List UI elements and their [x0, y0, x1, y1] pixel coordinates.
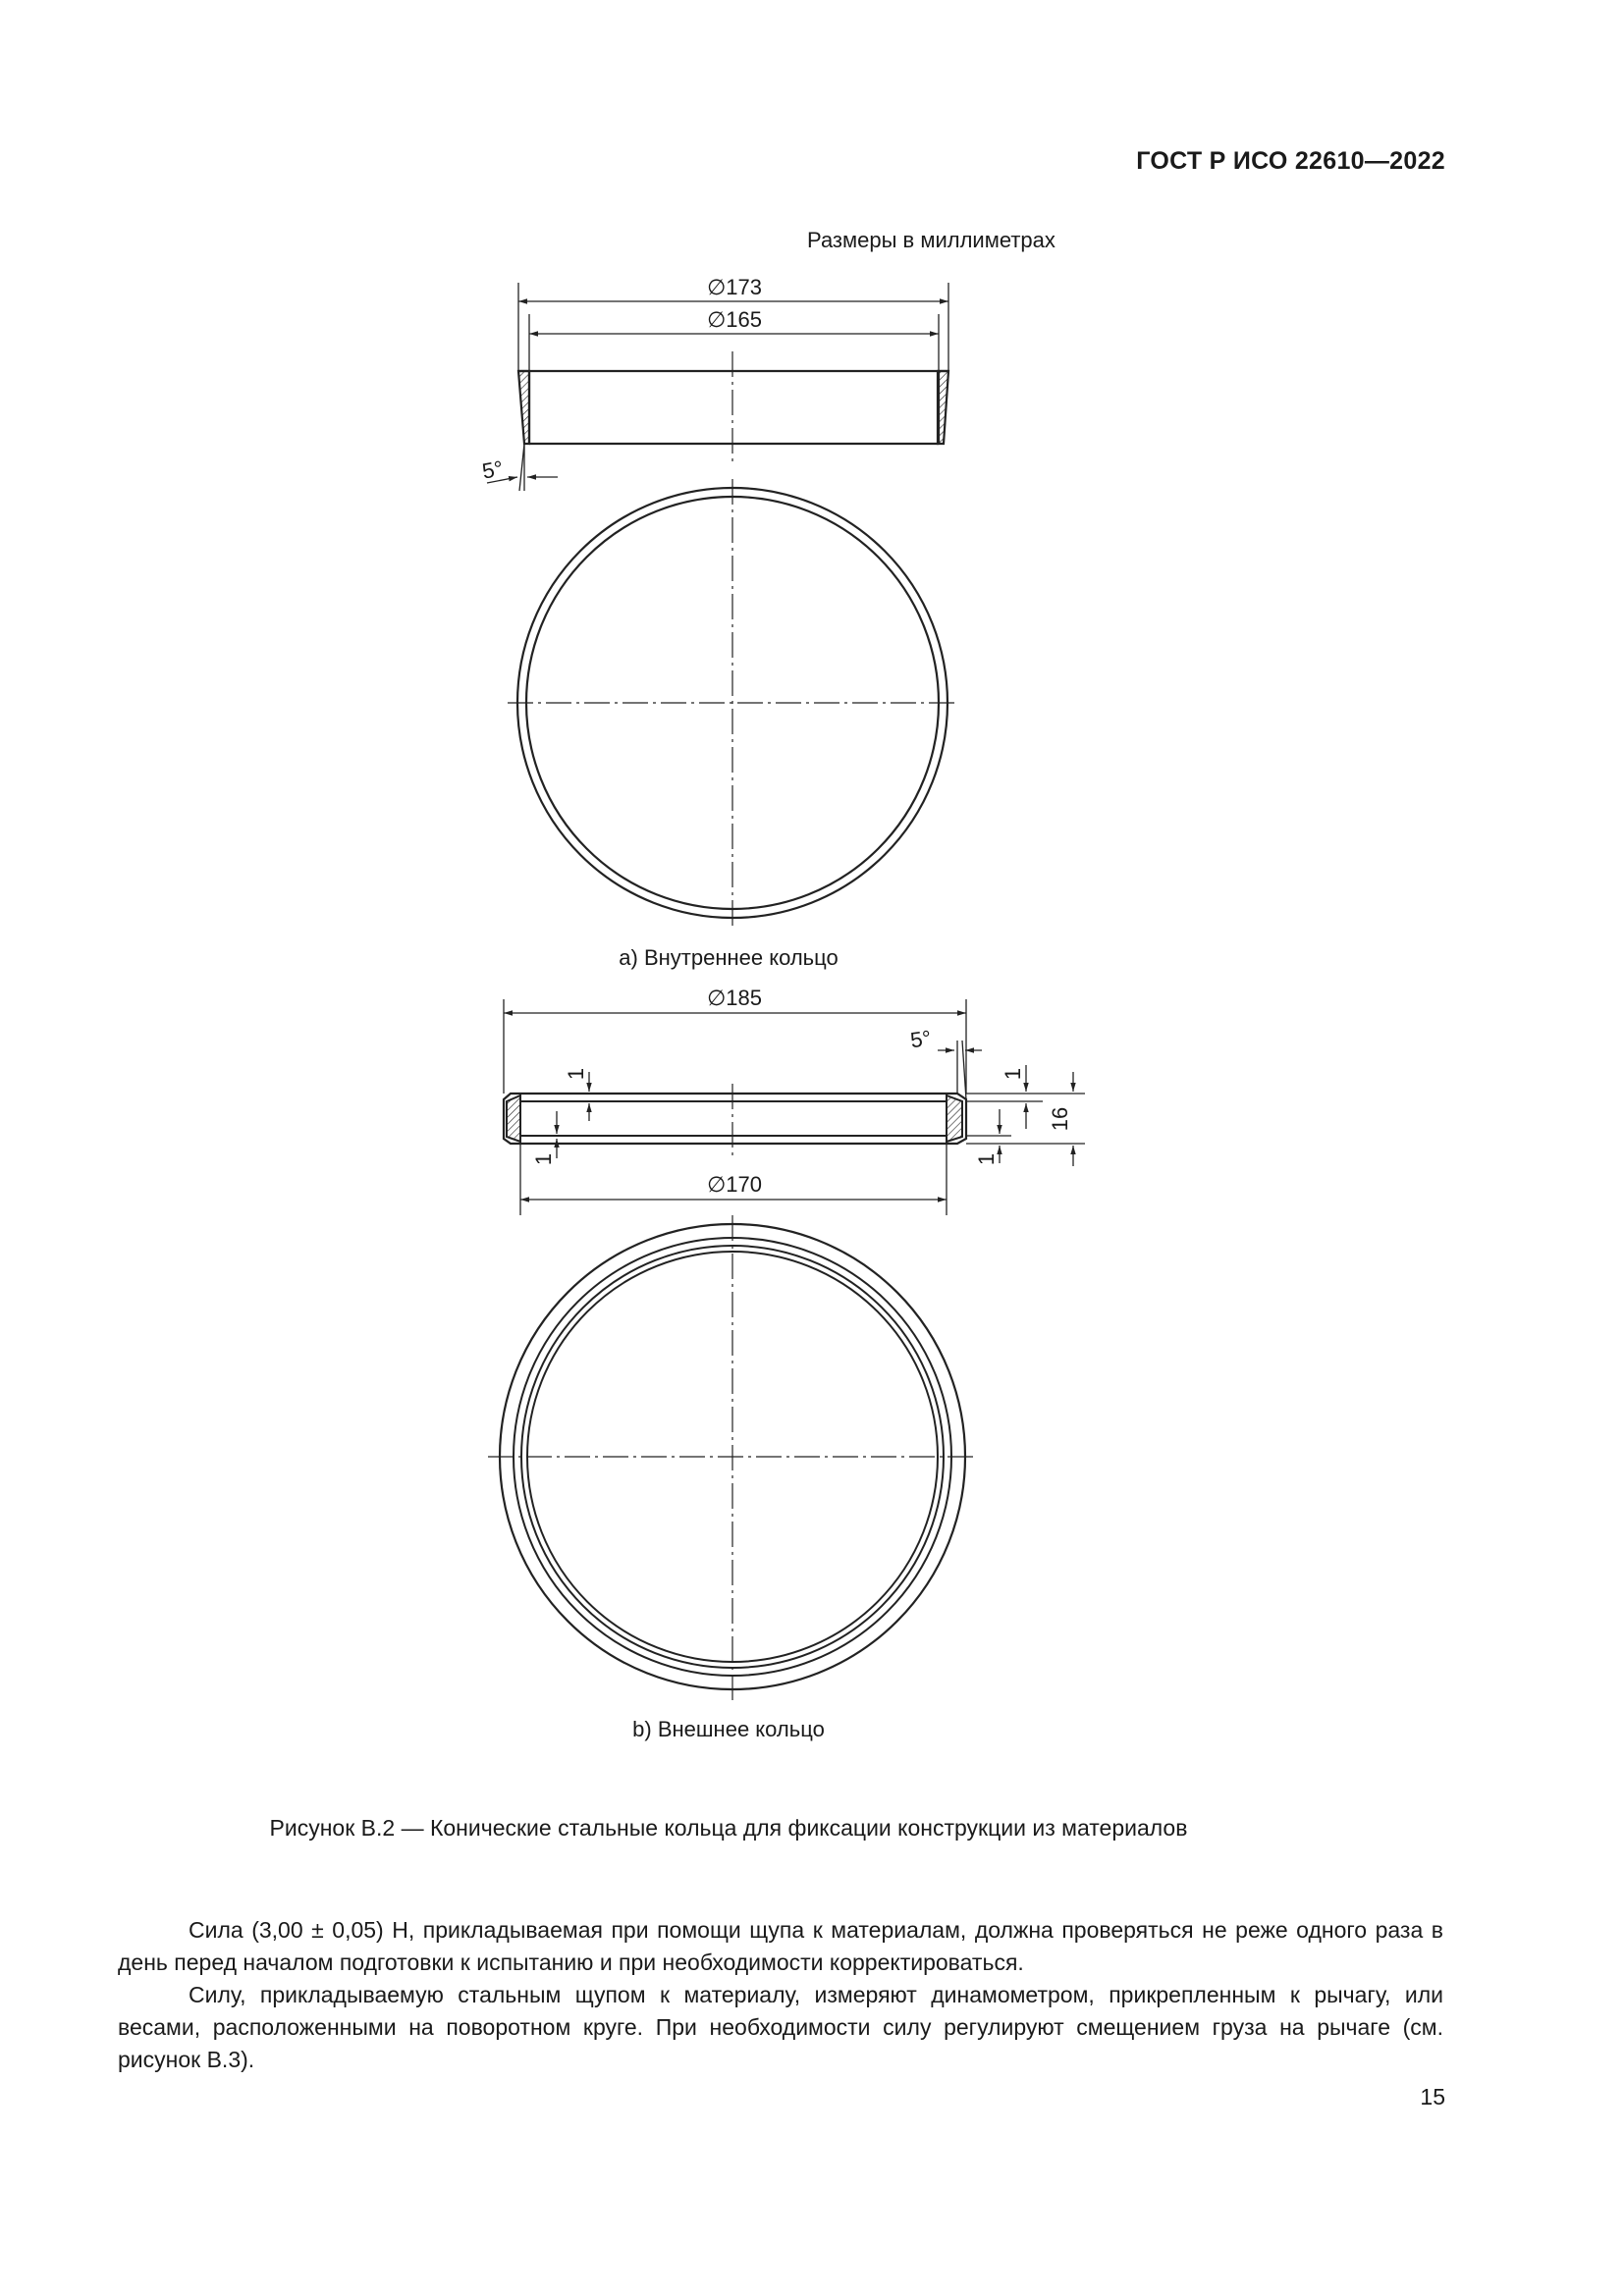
units-note: Размеры в миллиметрах [807, 228, 1056, 252]
paragraph: Сила (3,00 ± 0,05) Н, прикладываемая при помощи щупа к материалам, должна проверяться не реже одного раза в день перед началом подготовки к испытанию и при необходимости корректироваться. [118, 1917, 1443, 1975]
outer-ring-caption: b) Внешнее кольцо [632, 1717, 825, 1741]
outer-inner-diameter: ∅170 [707, 1172, 762, 1197]
outer-height-dim: 16 [1048, 1106, 1072, 1132]
outer-outer-diameter: ∅185 [707, 986, 762, 1010]
outer-right-bottom-dim: 1 [974, 1152, 999, 1166]
outer-right-top-dim: 1 [1001, 1067, 1025, 1081]
outer-angle-label: 5° [908, 1025, 933, 1053]
body-text [118, 1914, 1443, 2076]
standard-code: ГОСТ Р ИСО 22610—2022 [1136, 147, 1445, 175]
paragraph: Силу, прикладываемую стальным щупом к материалу, измеряют динамометром, прикрепленным к рычагу, или весами, расположенными на поворотном круге. При необходимости силу регулируют смещением груза на рычаге (см. рисунок В.3). [118, 1982, 1443, 2072]
outer-groove-bottom-dim: 1 [531, 1152, 556, 1166]
inner-angle-label: 5° [480, 455, 506, 484]
inner-ring-caption: a) Внутреннее кольцо [619, 945, 839, 970]
outer-ring-plan [488, 1215, 977, 1700]
outer-groove-top-dim: 1 [564, 1067, 588, 1081]
inner-outer-diameter: ∅173 [707, 275, 762, 299]
inner-inner-diameter: ∅165 [707, 307, 762, 332]
inner-ring-plan [508, 479, 957, 928]
figure-caption: Рисунок В.2 — Конические стальные кольца для фиксации конструкции из материалов [269, 1815, 1188, 1841]
page-number: 15 [1420, 2084, 1445, 2109]
outer-ring-section [504, 999, 1085, 1215]
